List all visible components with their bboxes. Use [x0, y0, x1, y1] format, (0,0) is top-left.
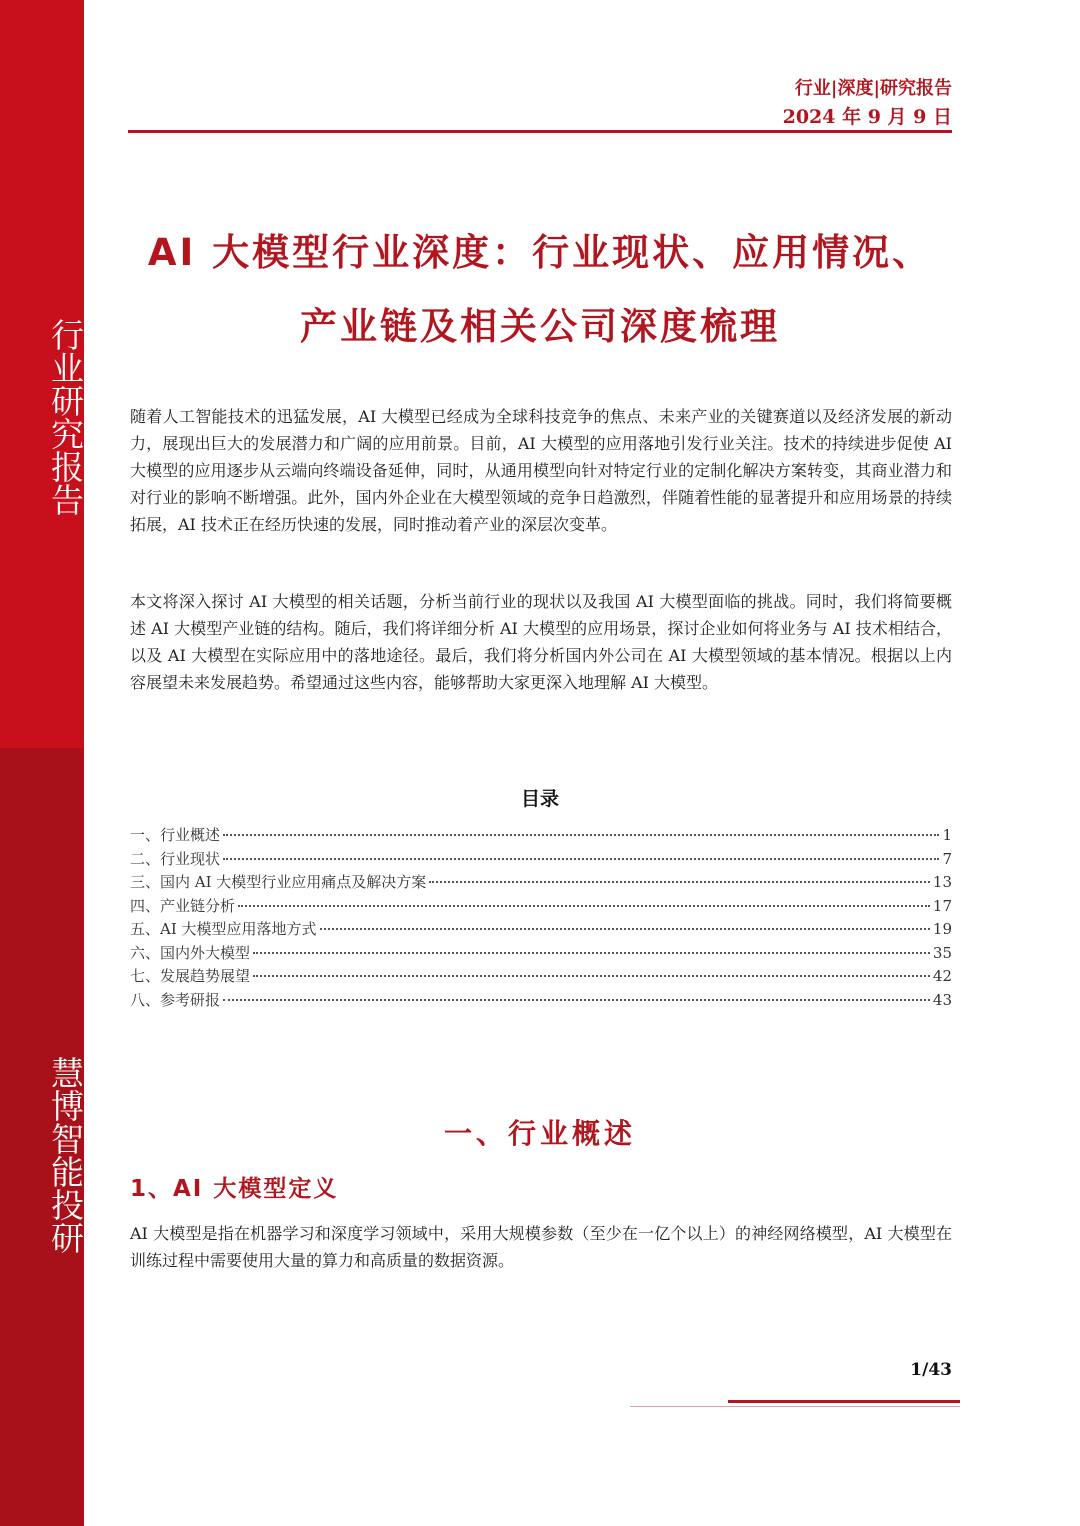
toc-item[interactable]	[130, 942, 952, 966]
toc-item-label: 七、发展趋势展望	[130, 967, 251, 985]
toc-item[interactable]	[130, 918, 952, 942]
toc-item-label: 三、国内 AI 大模型行业应用痛点及解决方案	[130, 873, 427, 891]
toc-item-page: 7	[942, 849, 952, 868]
report-header	[783, 76, 952, 132]
toc-leader-dots	[253, 952, 930, 954]
sidebar-bottom-band	[0, 748, 84, 1526]
page-number: 1/43	[910, 1360, 952, 1380]
toc-item-page: 13	[932, 873, 952, 891]
toc-item-page: 42	[932, 967, 952, 985]
report-title	[128, 216, 952, 364]
footer-divider-thin	[630, 1406, 960, 1407]
toc-leader-dots	[253, 975, 930, 977]
toc-item[interactable]	[130, 824, 952, 848]
toc-item-page: 17	[932, 896, 952, 915]
toc-leader-dots	[223, 858, 939, 860]
toc-item[interactable]	[130, 965, 952, 989]
toc-item-label: 一、行业概述	[130, 826, 221, 844]
toc-item-page: 35	[932, 943, 952, 962]
report-date: 2024 年 9 月 9 日	[782, 106, 952, 128]
footer-divider-thick	[728, 1400, 960, 1403]
toc-item-label: 五、AI 大模型应用落地方式	[130, 920, 317, 938]
toc-item-label: 二、行业现状	[130, 849, 221, 868]
table-of-contents	[130, 824, 952, 1012]
toc-item-page: 19	[932, 920, 952, 938]
toc-item[interactable]	[130, 871, 952, 895]
report-title-line-2: 产业链及相关公司深度梳理	[300, 305, 780, 348]
intro-paragraph-2: 本文将深入探讨 AI 大模型的相关话题，分析当前行业的现状以及我国 AI 大模型面临的挑战。同时，我们将简要概述 AI 大模型产业链的结构。随后，我们将详细分析 AI 大模型的应用场景，探讨企业如何将业务与 AI 技术相结合，以及 AI 大模型在实际应用中的落地途径。最后，我们将分析国内外公司在 AI 大模型领域的基本情况。根据以上内容展望未来发展趋势。希望通过这些内容，能够帮助大家更深入地理解 AI 大模型。	[130, 592, 952, 692]
sidebar-top-band	[0, 0, 84, 748]
toc-item-page: 1	[942, 826, 952, 844]
intro-paragraph-1: 随着人工智能技术的迅猛发展，AI 大模型已经成为全球科技竞争的焦点、未来产业的关键赛道以及经济发展的新动力，展现出巨大的发展潜力和广阔的应用前景。目前，AI 大模型的应用落地引发行业关注。技术的持续进步促使 AI 大模型的应用逐步从云端向终端设备延伸，同时，从通用模型向针对特定行业的定制化解决方案转变，其商业潜力和对行业的影响不断增强。此外，国内外企业在大模型领域的竞争日趋激烈，伴随着性能的显著提升和应用场景的持续拓展，AI 技术正在经历快速的发展，同时推动着产业的深层次变革。	[130, 407, 952, 534]
toc-leader-dots	[320, 928, 930, 930]
report-category: 行业|深度|研究报告	[794, 78, 952, 99]
toc-item-label: 八、参考研报	[130, 990, 221, 1009]
toc-item[interactable]	[130, 895, 952, 919]
toc-item[interactable]	[130, 989, 952, 1013]
toc-item-label: 四、产业链分析	[130, 896, 236, 915]
section-paragraph: AI 大模型是指在机器学习和深度学习领域中，采用大规模参数（至少在一亿个以上）的神经网络模型，AI 大模型在训练过程中需要使用大量的算力和高质量的数据资源。	[130, 1224, 952, 1270]
toc-title: 目录	[520, 788, 559, 810]
section-subheading: 1、AI 大模型定义	[130, 1176, 339, 1202]
toc-leader-dots	[223, 834, 939, 836]
report-title-line-1: AI 大模型行业深度：行业现状、应用情况、	[147, 231, 933, 274]
section-heading: 一、行业概述	[443, 1117, 636, 1150]
header-divider	[128, 130, 952, 133]
toc-leader-dots	[223, 999, 930, 1001]
toc-leader-dots	[429, 881, 930, 883]
toc-leader-dots	[238, 905, 930, 907]
toc-item-label: 六、国内外大模型	[130, 943, 251, 962]
toc-item[interactable]	[130, 848, 952, 872]
sidebar-label-industry-report: 行业研究报告	[46, 318, 85, 516]
sidebar-label-brand: 慧博智能投研	[46, 1056, 85, 1254]
toc-item-page: 43	[932, 990, 952, 1009]
